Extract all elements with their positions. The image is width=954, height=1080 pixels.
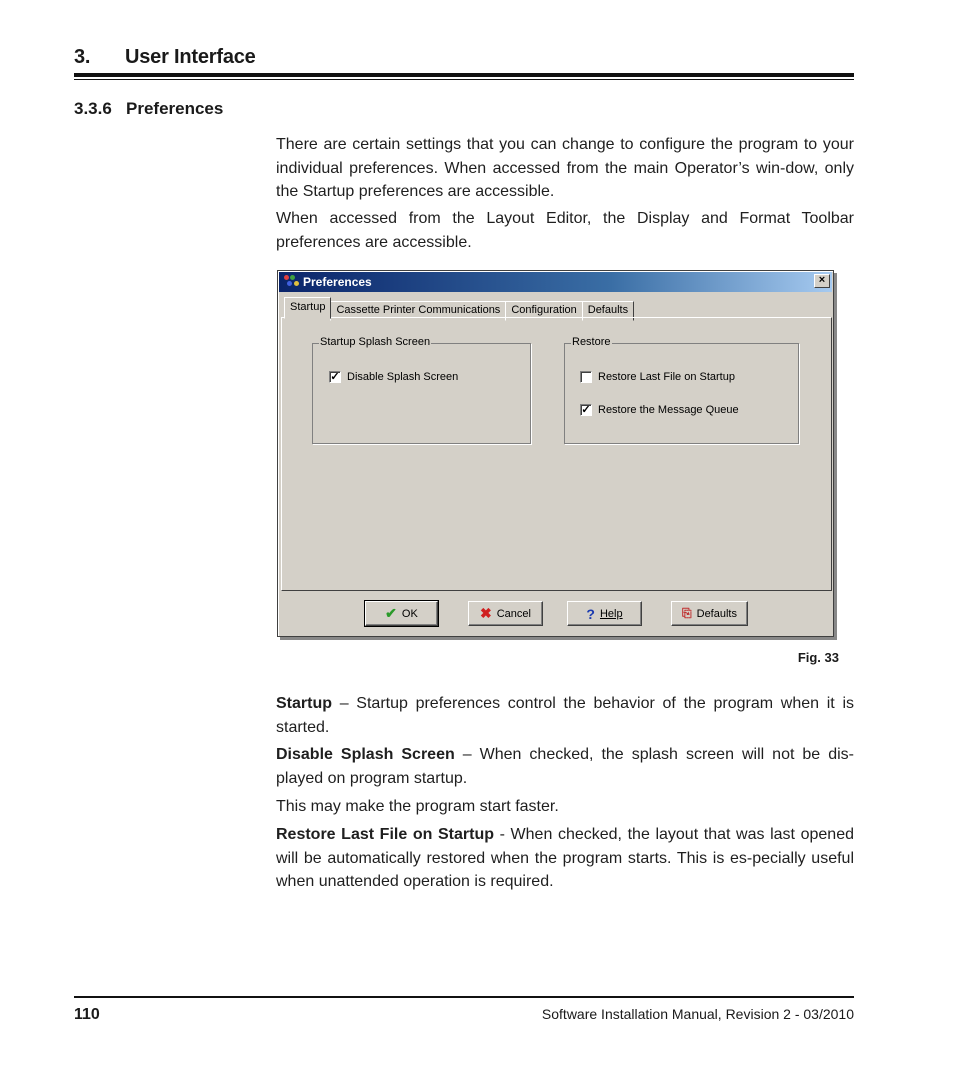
ok-button[interactable] bbox=[365, 601, 438, 626]
ok-button-label: OK bbox=[401, 607, 418, 620]
defaults-button-label: Defaults bbox=[696, 607, 737, 620]
cancel-button-label: Cancel bbox=[496, 607, 531, 620]
tab-cassette-printer-communications[interactable]: Cassette Printer Communications bbox=[330, 301, 506, 321]
restore-message-queue-option[interactable] bbox=[580, 404, 739, 416]
tab-panel-startup bbox=[281, 317, 832, 591]
definition: – Startup preferences control the behavior of the program when it is started. bbox=[276, 695, 854, 736]
chapter-title: User Interface bbox=[125, 46, 256, 68]
restore-group bbox=[564, 336, 799, 444]
section-heading bbox=[74, 99, 223, 119]
chapter-header bbox=[74, 46, 854, 69]
question-mark-icon: ? bbox=[586, 605, 595, 622]
definition: - When checked, the layout that was last opened will be automatically restored when the program starts. This is es-pecially useful when unattended operation is required. bbox=[276, 826, 854, 890]
disable-splash-description bbox=[276, 743, 854, 790]
term: Startup bbox=[276, 695, 332, 712]
tab-startup[interactable]: Startup bbox=[284, 297, 331, 319]
tab-configuration[interactable]: Configuration bbox=[505, 301, 582, 321]
tab-strip bbox=[284, 297, 633, 319]
checkbox-label: Disable Splash Screen bbox=[347, 371, 459, 383]
manual-title: Software Installation Manual, Revision 2 - 03/2010 bbox=[541, 1006, 854, 1022]
header-rule bbox=[74, 73, 854, 77]
term: Disable Splash Screen bbox=[276, 746, 455, 763]
close-icon[interactable]: × bbox=[814, 274, 830, 288]
header-rule-thin bbox=[74, 79, 854, 80]
page-number: 110 bbox=[74, 1006, 100, 1023]
help-button-label: Help bbox=[599, 607, 623, 620]
disable-splash-screen-option[interactable] bbox=[329, 371, 458, 383]
app-icon bbox=[284, 275, 300, 289]
section-number: 3.3.6 bbox=[74, 99, 112, 118]
startup-description bbox=[276, 692, 854, 739]
button-bar bbox=[281, 594, 832, 634]
restore-last-file-checkbox[interactable] bbox=[580, 371, 592, 383]
preferences-dialog bbox=[277, 270, 834, 637]
restore-last-file-description bbox=[276, 823, 854, 894]
cancel-button[interactable] bbox=[468, 601, 543, 626]
footer-rule bbox=[74, 996, 854, 998]
checkmark-icon: ✔ bbox=[385, 605, 397, 621]
definition: – When checked, the splash screen will not be dis-played on program startup. bbox=[276, 746, 854, 787]
group-legend: Restore bbox=[572, 336, 611, 348]
intro-paragraph-2: When accessed from the Layout Editor, the Display and Format Toolbar preferences are accessible. bbox=[276, 210, 854, 251]
restore-defaults-icon: ⎘ bbox=[682, 606, 692, 620]
section-title: Preferences bbox=[126, 99, 224, 118]
restore-message-queue-checkbox[interactable]: ✓ bbox=[581, 404, 591, 416]
dialog-title: Preferences bbox=[303, 275, 372, 289]
checkbox-label: Restore Last File on Startup bbox=[598, 371, 735, 383]
cross-icon: ✖ bbox=[480, 605, 492, 621]
figure-caption: Fig. 33 bbox=[797, 650, 839, 665]
intro-paragraph-1: There are certain settings that you can change to configure the program to your individual preferences. When accessed from the main Operator’s win-dow, only the Startup preferences are accessible. bbox=[276, 136, 854, 200]
disable-splash-screen-checkbox[interactable]: ✓ bbox=[330, 371, 340, 383]
restore-last-file-option[interactable] bbox=[580, 371, 735, 383]
group-legend: Startup Splash Screen bbox=[320, 336, 431, 348]
checkbox-label: Restore the Message Queue bbox=[598, 404, 739, 416]
dialog-titlebar[interactable] bbox=[279, 272, 832, 292]
tab-defaults[interactable]: Defaults bbox=[582, 301, 634, 321]
term: Restore Last File on Startup bbox=[276, 826, 495, 843]
startup-splash-screen-group bbox=[312, 336, 531, 444]
help-button[interactable] bbox=[567, 601, 642, 626]
chapter-number: 3. bbox=[74, 46, 91, 68]
defaults-button[interactable] bbox=[671, 601, 748, 626]
faster-note: This may make the program start faster. bbox=[276, 798, 559, 815]
